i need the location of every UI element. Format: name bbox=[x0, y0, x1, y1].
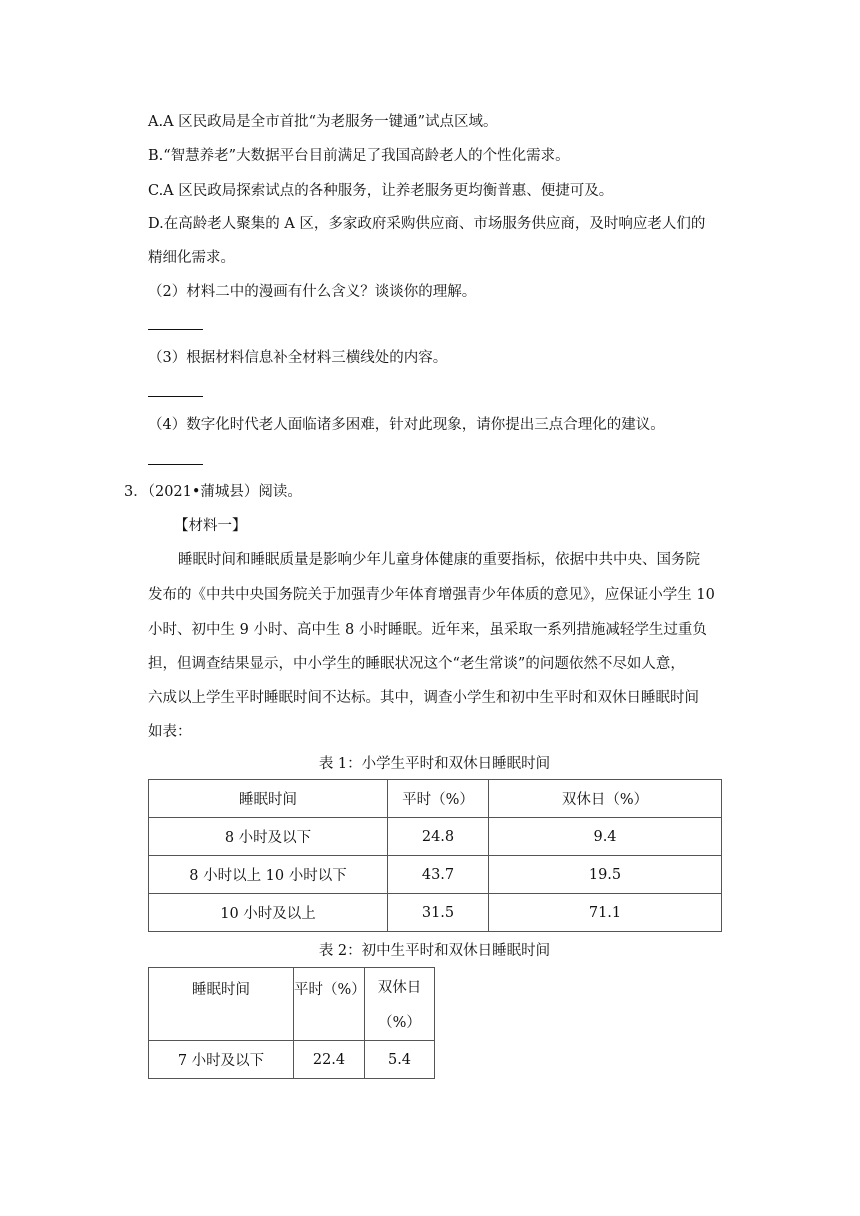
table2-cell: 22.4 bbox=[294, 1041, 365, 1079]
question-4: （4）数字化时代老人面临诸多困难，针对此现象，请你提出三点合理化的建议。 bbox=[148, 417, 665, 433]
material-title: 【材料一】 bbox=[174, 518, 247, 534]
table1-cell: 71.1 bbox=[489, 894, 722, 932]
answer-blank-3 bbox=[148, 396, 203, 397]
question-2: （2）材料二中的漫画有什么含义？谈谈你的理解。 bbox=[148, 284, 477, 300]
paragraph-line-2: 发布的《中共中央国务院关于加强青少年体育增强青少年体质的意见》，应保证小学生 10 bbox=[148, 587, 715, 603]
table1-cell: 31.5 bbox=[388, 894, 489, 932]
option-a: A.A 区民政局是全市首批“为老服务一键通”试点区域。 bbox=[148, 114, 498, 130]
table1 bbox=[148, 779, 722, 932]
option-b: B.“智慧养老”大数据平台目前满足了我国高龄老人的个性化需求。 bbox=[148, 148, 570, 164]
option-d-continued: 精细化需求。 bbox=[148, 250, 235, 266]
table2-header-cell: 平时（%） bbox=[294, 968, 365, 1041]
question-3: （3）根据材料信息补全材料三横线处的内容。 bbox=[148, 350, 448, 366]
paragraph-line-3: 小时、初中生 9 小时、高中生 8 小时睡眠。近年来，虽采取一系列措施减轻学生过重负 bbox=[148, 622, 707, 638]
table1-cell: 43.7 bbox=[388, 856, 489, 894]
table1-header-cell: 睡眠时间 bbox=[149, 780, 388, 818]
option-d: D.在高龄老人聚集的 A 区，多家政府采购供应商、市场服务供应商，及时响应老人们的 bbox=[148, 216, 706, 232]
table2 bbox=[148, 967, 435, 1079]
paragraph-line-5: 六成以上学生平时睡眠时间不达标。其中，调查小学生和初中生平时和双休日睡眠时间 bbox=[148, 690, 699, 706]
table2-caption: 表 2：初中生平时和双休日睡眠时间 bbox=[318, 943, 551, 959]
table1-row bbox=[149, 894, 722, 932]
table2-header-cell: 睡眠时间 bbox=[149, 968, 294, 1041]
table2-header-row bbox=[149, 968, 435, 1041]
option-c: C.A 区民政局探索试点的各种服务，让养老服务更均衡普惠、便捷可及。 bbox=[148, 183, 614, 199]
table1-cell: 10 小时及以上 bbox=[149, 894, 388, 932]
paragraph-line-6: 如表： bbox=[148, 724, 192, 740]
table2-header-cell bbox=[365, 968, 435, 1041]
table1-cell: 24.8 bbox=[388, 818, 489, 856]
answer-blank-4 bbox=[148, 464, 203, 465]
table1-row bbox=[149, 818, 722, 856]
table1-cell: 9.4 bbox=[489, 818, 722, 856]
table2-cell: 5.4 bbox=[365, 1041, 435, 1079]
table1-cell: 8 小时及以下 bbox=[149, 818, 388, 856]
question-3-header: 3．（2021•蒲城县）阅读。 bbox=[124, 484, 302, 500]
table1-cell: 8 小时以上 10 小时以下 bbox=[149, 856, 388, 894]
table1-cell: 19.5 bbox=[489, 856, 722, 894]
paragraph-line-4: 担，但调查结果显示，中小学生的睡眠状况这个“老生常谈”的问题依然不尽如人意， bbox=[148, 656, 685, 672]
table1-row bbox=[149, 856, 722, 894]
table2-row bbox=[149, 1041, 435, 1079]
paragraph-line-1: 睡眠时间和睡眠质量是影响少年儿童身体健康的重要指标，依据中共中央、国务院 bbox=[178, 552, 700, 568]
table2-cell: 7 小时及以下 bbox=[149, 1041, 294, 1079]
table1-header-cell: 双休日（%） bbox=[489, 780, 722, 818]
table2-header-line: 双休日 bbox=[377, 980, 422, 996]
table2-header-line: （%） bbox=[378, 1015, 421, 1031]
answer-blank-2 bbox=[148, 329, 203, 330]
table1-caption: 表 1：小学生平时和双休日睡眠时间 bbox=[318, 756, 551, 772]
table1-header-cell: 平时（%） bbox=[388, 780, 489, 818]
table1-header-row bbox=[149, 780, 722, 818]
